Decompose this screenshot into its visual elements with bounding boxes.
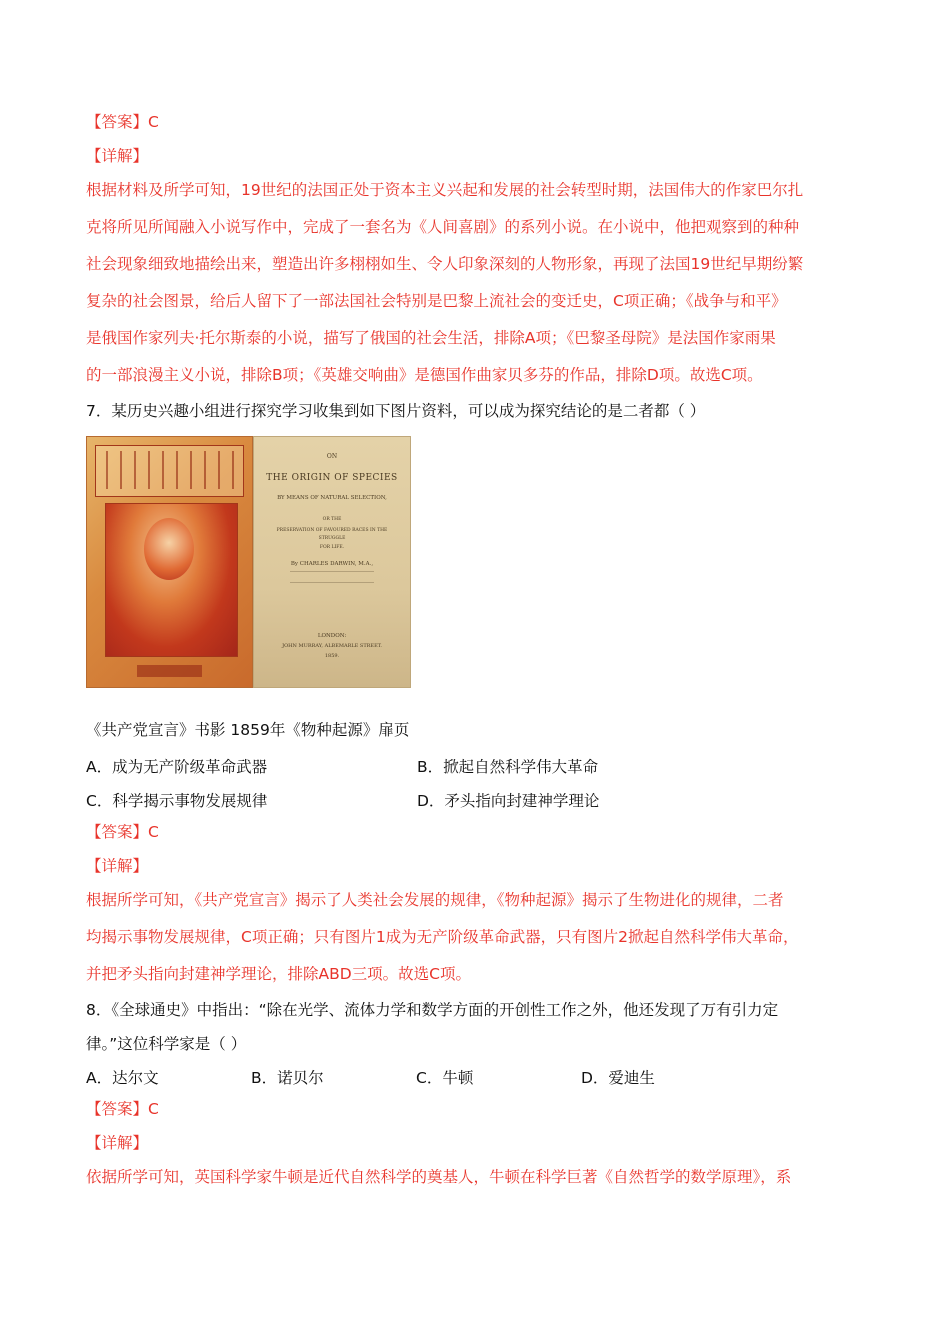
q7-answer: 【答案】C (86, 823, 159, 841)
title-page-preservation: PRESERVATION OF FAVOURED RACES IN THE STRUGGLE (276, 528, 388, 541)
q8-option-d: D．爱迪生 (581, 1069, 655, 1087)
q7-detail-label: 【详解】 (86, 857, 149, 875)
q8-explanation (86, 1159, 876, 1196)
communist-manifesto-cover-image (86, 436, 253, 688)
q8-answer: 【答案】C (86, 1100, 159, 1118)
q7-figure (86, 436, 876, 688)
title-page-for-life: FOR LIFE. (319, 545, 345, 550)
q7-options-row-2 (86, 784, 876, 818)
q8-option-a: A．达尔文 (86, 1069, 159, 1087)
q8-explanation-line: 依据所学可知，英国科学家牛顿是近代自然科学的奠基人，牛顿在科学巨著《自然哲学的数学原理》，系 (86, 1168, 792, 1186)
q7-option-b: B．掀起自然科学伟大革命 (417, 758, 599, 776)
q6-detail-label: 【详解】 (86, 147, 149, 165)
q8-detail-label: 【详解】 (86, 1134, 149, 1152)
q7-options-row-1 (86, 750, 876, 784)
q8-options-row (86, 1061, 876, 1095)
q6-explanation-line: 社会现象细致地描绘出来，塑造出许多栩栩如生、令人印象深刻的人物形象，再现了法国19世纪早期纷繁 (86, 255, 804, 273)
q7-explanation-line: 根据所学可知，《共产党宣言》揭示了人类社会发展的规律，《物种起源》揭示了生物进化的规律，二者 (86, 891, 784, 909)
portrait-head (144, 518, 194, 580)
q7-figure-caption: 《共产党宣言》书影 1859年《物种起源》扉页 (86, 721, 410, 739)
q8-option-b: B．诺贝尔 (251, 1069, 324, 1087)
title-page-by-means: BY MEANS OF NATURAL SELECTION, (277, 495, 387, 501)
q7-explanation (86, 882, 876, 993)
q8-stem-line: 律。”这位科学家是（ ） (86, 1035, 247, 1053)
title-page-author-credits (290, 571, 374, 583)
q6-explanation-line: 是俄国作家列夫·托尔斯泰的小说，描写了俄国的社会生活，排除A项；《巴黎圣母院》是法国作家雨果 (86, 329, 776, 347)
cover-footer (137, 665, 202, 677)
q6-explanation-line: 复杂的社会图景，给后人留下了一部法国社会特别是巴黎上流社会的变迁史，C项正确；《战争与和平》 (86, 292, 787, 310)
q7-option-c: C．科学揭示事物发展规律 (86, 792, 268, 810)
q8-stem (86, 993, 876, 1061)
q6-answer: 【答案】C (86, 113, 159, 131)
q8-stem-line: 8．《全球通史》中指出：“除在光学、流体力学和数学方面的开创性工作之外，他还发现了万有引力定 (86, 1001, 779, 1019)
q6-explanation-line: 的一部浪漫主义小说，排除B项；《英雄交响曲》是德国作曲家贝多芬的作品，排除D项。故选C项。 (86, 366, 763, 384)
origin-of-species-title-page-image (253, 436, 411, 688)
title-page-title: THE ORIGIN OF SPECIES (266, 473, 398, 483)
q8-option-c: C．牛顿 (416, 1069, 474, 1087)
q6-explanation-line: 克将所见所闻融入小说写作中，完成了一套名为《人间喜剧》的系列小说。在小说中，他把观察到的种种 (86, 218, 800, 236)
q7-explanation-line: 均揭示事物发展规律，C项正确；只有图片1成为无产阶级革命武器，只有图片2掀起自然科学伟大革命， (86, 928, 799, 946)
title-page-author: By CHARLES DARWIN, M.A., (290, 561, 374, 567)
title-page-place: LONDON: (317, 633, 347, 639)
q7-option-a: A．成为无产阶级革命武器 (86, 758, 268, 776)
document-page (86, 110, 876, 1196)
title-page-or: OR THE (322, 517, 342, 522)
q6-explanation-line: 根据材料及所学可知，19世纪的法国正处于资本主义兴起和发展的社会转型时期，法国伟大的作家巴尔扎 (86, 181, 804, 199)
title-page-on: ON (326, 453, 338, 460)
title-page-year: 1859. (324, 653, 340, 659)
q7-stem: 7．某历史兴趣小组进行探究学习收集到如下图片资料，可以成为探究结论的是二者都（ ） (86, 402, 706, 420)
q7-option-d: D．矛头指向封建神学理论 (417, 792, 600, 810)
q6-explanation (86, 172, 876, 394)
q7-explanation-line: 并把矛头指向封建神学理论，排除ABD三项。故选C项。 (86, 965, 471, 983)
cover-header (95, 445, 244, 497)
marx-portrait (105, 503, 238, 657)
title-page-publisher: JOHN MURRAY, ALBEMARLE STREET. (282, 643, 382, 649)
